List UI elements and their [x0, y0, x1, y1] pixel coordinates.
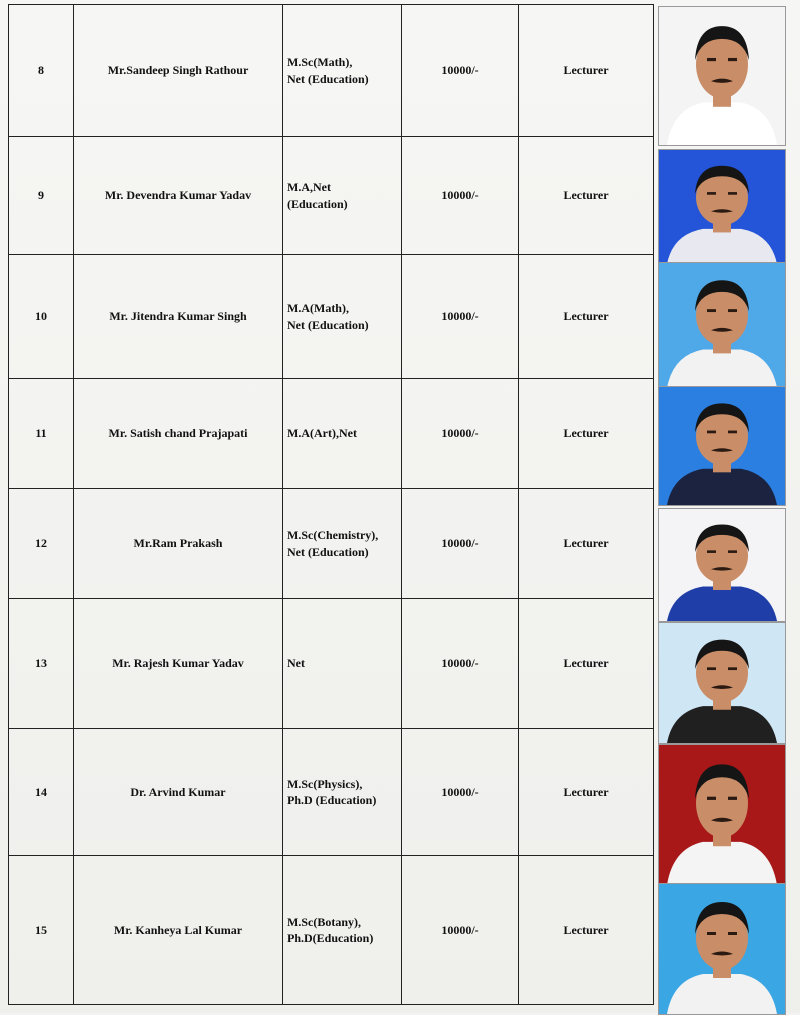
serial-number-cell: 15 — [9, 856, 74, 1005]
staff-photo — [658, 262, 786, 389]
qualification-line: M.Sc(Physics), — [287, 776, 363, 791]
serial-number-cell: 10 — [9, 255, 74, 379]
staff-name-cell: Mr. Devendra Kumar Yadav — [74, 137, 283, 255]
staff-table-body — [9, 5, 654, 1005]
serial-number-cell: 11 — [9, 379, 74, 489]
qualification-line: Net (Education) — [287, 71, 369, 86]
designation-cell: Lecturer — [519, 379, 654, 489]
qualification-line: M.A(Art),Net — [287, 426, 357, 441]
designation-cell: Lecturer — [519, 729, 654, 856]
qualification-line: (Education) — [287, 196, 348, 211]
qualification-line: M.Sc(Math), — [287, 55, 353, 70]
qualification-cell — [283, 5, 402, 137]
designation-cell: Lecturer — [519, 856, 654, 1005]
serial-number-cell: 14 — [9, 729, 74, 856]
qualification-line: M.Sc(Botany), — [287, 914, 361, 929]
portrait-image — [659, 150, 785, 264]
staff-name-cell: Mr.Sandeep Singh Rathour — [74, 5, 283, 137]
salary-cell: 10000/- — [402, 489, 519, 599]
staff-photo — [658, 883, 786, 1015]
photo-column — [654, 0, 800, 1013]
serial-number-cell: 13 — [9, 599, 74, 729]
staff-photo — [658, 744, 786, 886]
portrait-image — [659, 263, 785, 388]
portrait-image — [659, 623, 785, 743]
qualification-line: Net (Education) — [287, 317, 369, 332]
qualification-cell — [283, 379, 402, 489]
designation-cell: Lecturer — [519, 255, 654, 379]
portrait-image — [659, 7, 785, 145]
designation-cell: Lecturer — [519, 599, 654, 729]
table-row — [9, 379, 654, 489]
serial-number-cell: 9 — [9, 137, 74, 255]
staff-photo — [658, 622, 786, 744]
qualification-cell — [283, 137, 402, 255]
table-row — [9, 599, 654, 729]
qualification-cell — [283, 599, 402, 729]
staff-name-cell: Mr. Jitendra Kumar Singh — [74, 255, 283, 379]
qualification-cell — [283, 255, 402, 379]
staff-name-cell: Mr.Ram Prakash — [74, 489, 283, 599]
salary-cell: 10000/- — [402, 599, 519, 729]
qualification-line: Ph.D (Education) — [287, 793, 377, 807]
qualification-line: Ph.D(Education) — [287, 931, 374, 945]
salary-cell: 10000/- — [402, 729, 519, 856]
qualification-line: M.A,Net — [287, 180, 331, 195]
designation-cell: Lecturer — [519, 489, 654, 599]
serial-number-cell: 8 — [9, 5, 74, 137]
table-row — [9, 5, 654, 137]
salary-cell: 10000/- — [402, 255, 519, 379]
staff-name-cell: Dr. Arvind Kumar — [74, 729, 283, 856]
portrait-image — [659, 509, 785, 621]
qualification-cell — [283, 489, 402, 599]
staff-photo — [658, 386, 786, 506]
qualification-line: Net — [287, 656, 305, 671]
staff-name-cell: Mr. Kanheya Lal Kumar — [74, 856, 283, 1005]
serial-number-cell: 12 — [9, 489, 74, 599]
qualification-line: M.Sc(Chemistry), — [287, 528, 379, 543]
qualification-line: Net (Education) — [287, 544, 369, 559]
table-row — [9, 137, 654, 255]
portrait-image — [659, 745, 785, 885]
salary-cell: 10000/- — [402, 856, 519, 1005]
portrait-image — [659, 884, 785, 1014]
designation-cell: Lecturer — [519, 5, 654, 137]
staff-photo — [658, 508, 786, 622]
salary-cell: 10000/- — [402, 379, 519, 489]
qualification-cell — [283, 729, 402, 856]
staff-name-cell: Mr. Rajesh Kumar Yadav — [74, 599, 283, 729]
salary-cell: 10000/- — [402, 5, 519, 137]
qualification-line: M.A(Math), — [287, 301, 349, 316]
staff-table — [8, 4, 654, 1005]
staff-name-cell: Mr. Satish chand Prajapati — [74, 379, 283, 489]
staff-photo — [658, 6, 786, 146]
designation-cell: Lecturer — [519, 137, 654, 255]
table-row — [9, 489, 654, 599]
staff-photo — [658, 149, 786, 265]
table-row — [9, 255, 654, 379]
table-row — [9, 729, 654, 856]
portrait-image — [659, 387, 785, 505]
table-row — [9, 856, 654, 1005]
qualification-cell — [283, 856, 402, 1005]
salary-cell: 10000/- — [402, 137, 519, 255]
